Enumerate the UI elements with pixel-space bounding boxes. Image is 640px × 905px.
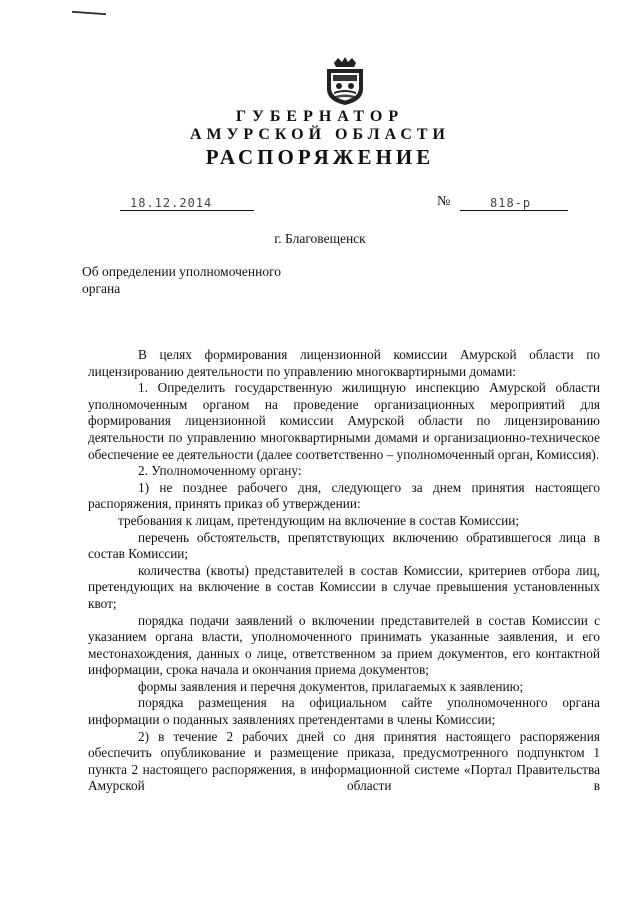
paragraph-requirements: требования к лицам, претендующим на включение в состав Комиссии; <box>118 512 520 528</box>
subject-line-2: органа <box>82 281 121 296</box>
paragraph-application-procedure: порядка подачи заявлений о включении представителей в состав Комиссии с указанием органа власти, уполномоченного принимать указанные заявления, и его местонахождения, данных о лице, ответственном за прием документов, его контактной информации, срока начала и окончания приема документов; <box>88 612 600 678</box>
region-title: АМУРСКОЙ ОБЛАСТИ <box>190 126 450 143</box>
document-date: 18.12.2014 <box>120 196 254 211</box>
paragraph-item-1: 1. Определить государственную жилищную инспекцию Амурской области уполномоченным органом на проведение организационных мероприятий для формирования лицензионной комиссии Амурской области по лицензированию деятельности по управлению многоквартирными домами и организационно-техническое обеспечение ее деятельности (далее соответственно – уполномоченный орган, Комиссия). <box>88 380 600 462</box>
paragraph-subitem-2: 2) в течение 2 рабочих дней со дня принятия настоящего распоряжения обеспечить опубликование и размещение приказа, предусмотренного подпунктом 1 пункта 2 настоящего распоряжения, в информационной системе «Портал Правительства Амурской области в <box>88 728 600 794</box>
document-type-title: РАСПОРЯЖЕНИЕ <box>205 145 435 169</box>
paragraph-item-2: 2. Уполномоченному органу: <box>138 463 302 479</box>
paragraph-application-form: формы заявления и перечня документов, прилагаемых к заявлению; <box>138 678 524 694</box>
coat-of-arms-icon <box>322 55 368 107</box>
paragraph-circumstances: перечень обстоятельств, препятствующих включению обратившегося лица в состав Комиссии; <box>88 529 600 562</box>
document-body <box>88 347 600 795</box>
paragraph-publication-procedure: порядка размещения на официальном сайте уполномоченного органа информации о поданных заявлениях претендентами в члены Комиссии; <box>88 695 600 728</box>
paragraph-subitem-1: 1) не позднее рабочего дня, следующего за днем принятия настоящего распоряжения, принять приказ об утверждении: <box>88 479 600 512</box>
paragraph-preamble: В целях формирования лицензионной комиссии Амурской области по лицензированию деятельности по управлению многоквартирными домами: <box>88 347 600 379</box>
number-label: № <box>437 194 451 209</box>
document-subject <box>82 263 342 297</box>
document-number: 818-р <box>460 196 568 211</box>
subject-line-1: Об определении уполномоченного <box>82 264 282 279</box>
corner-pen-mark <box>72 11 106 15</box>
governor-title: ГУБЕРНАТОР <box>235 108 405 125</box>
city-line: г. Благовещенск <box>274 231 366 246</box>
paragraph-quotas: количества (квоты) представителей в состав Комиссии, критериев отбора лиц, претендующих на включение в состав Комиссии в случае превышения установленных квот; <box>88 562 600 611</box>
